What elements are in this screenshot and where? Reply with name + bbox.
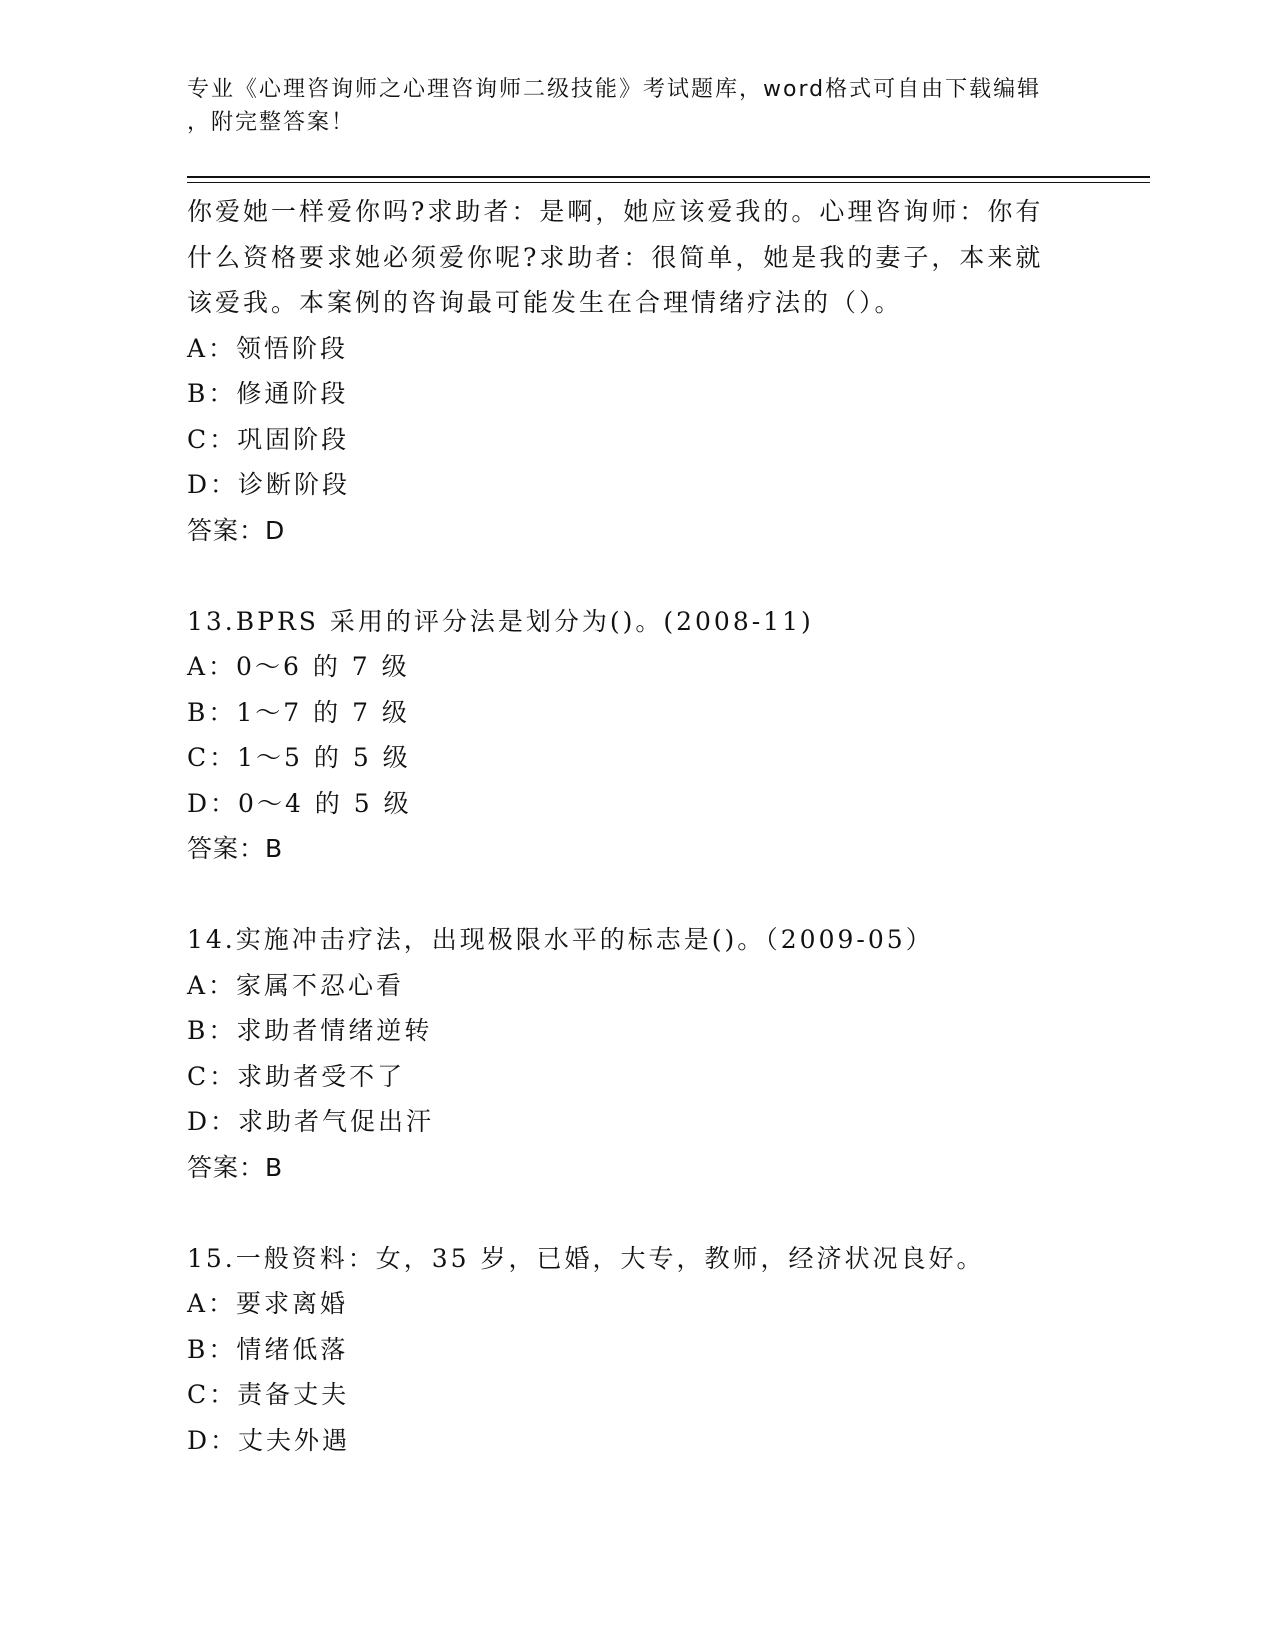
header-line-2: ，附完整答案！ <box>187 110 356 135</box>
option-b: B：修通阶段 <box>187 379 349 408</box>
option-b: B：情绪低落 <box>187 1334 349 1364</box>
spacer <box>187 1190 1087 1236</box>
header-line-1: 专业《心理咨询师之心理咨询师二级技能》考试题库，word格式可自由下载编辑 <box>187 77 1042 102</box>
question-15 <box>187 1236 1087 1464</box>
question-stem-line: 你爱她一样爱你吗?求助者：是啊，她应该爱我的。心理咨询师：你有 <box>187 197 1044 226</box>
option-c: C：巩固阶段 <box>187 424 350 454</box>
option-c: C：求助者受不了 <box>187 1061 406 1091</box>
option-d: D：求助者气促出汗 <box>187 1107 435 1136</box>
header-divider-thin <box>187 182 1150 183</box>
option-a: A：要求离婚 <box>187 1289 349 1318</box>
option-a: A：领悟阶段 <box>187 333 349 363</box>
option-d: D：诊断阶段 <box>187 470 351 499</box>
option-c: C：1～5 的 5 级 <box>187 743 411 772</box>
option-a: A：家属不忍心看 <box>187 970 405 1000</box>
question-stem: 13.BPRS 采用的评分法是划分为()。(2008-11) <box>187 606 814 636</box>
question-14 <box>187 917 1087 1190</box>
question-12 <box>187 189 1087 553</box>
option-b: B：求助者情绪逆转 <box>187 1016 433 1045</box>
question-stem-line: 该爱我。本案例的咨询最可能发生在合理情绪疗法的（）。 <box>187 288 903 317</box>
answer: 答案：B <box>187 834 284 863</box>
option-d: D：丈夫外遇 <box>187 1425 351 1455</box>
spacer <box>187 553 1087 599</box>
option-b: B：1～7 的 7 级 <box>187 697 410 727</box>
header-divider-thick <box>187 176 1150 178</box>
answer: 答案：B <box>187 1152 284 1182</box>
question-list <box>187 189 1087 1463</box>
option-d: D：0～4 的 5 级 <box>187 788 412 818</box>
document-header <box>187 73 1087 139</box>
question-stem: 14.实施冲击疗法，出现极限水平的标志是()。（2009-05） <box>187 925 934 954</box>
option-c: C：责备丈夫 <box>187 1380 350 1409</box>
answer: 答案：D <box>187 515 286 545</box>
question-stem-line: 什么资格要求她必须爱你呢?求助者：很简单，她是我的妻子，本来就 <box>187 242 1044 272</box>
option-a: A：0～6 的 7 级 <box>187 652 410 681</box>
spacer <box>187 872 1087 918</box>
question-13 <box>187 599 1087 872</box>
question-stem: 15.一般资料：女，35 岁，已婚，大专，教师，经济状况良好。 <box>187 1243 985 1273</box>
